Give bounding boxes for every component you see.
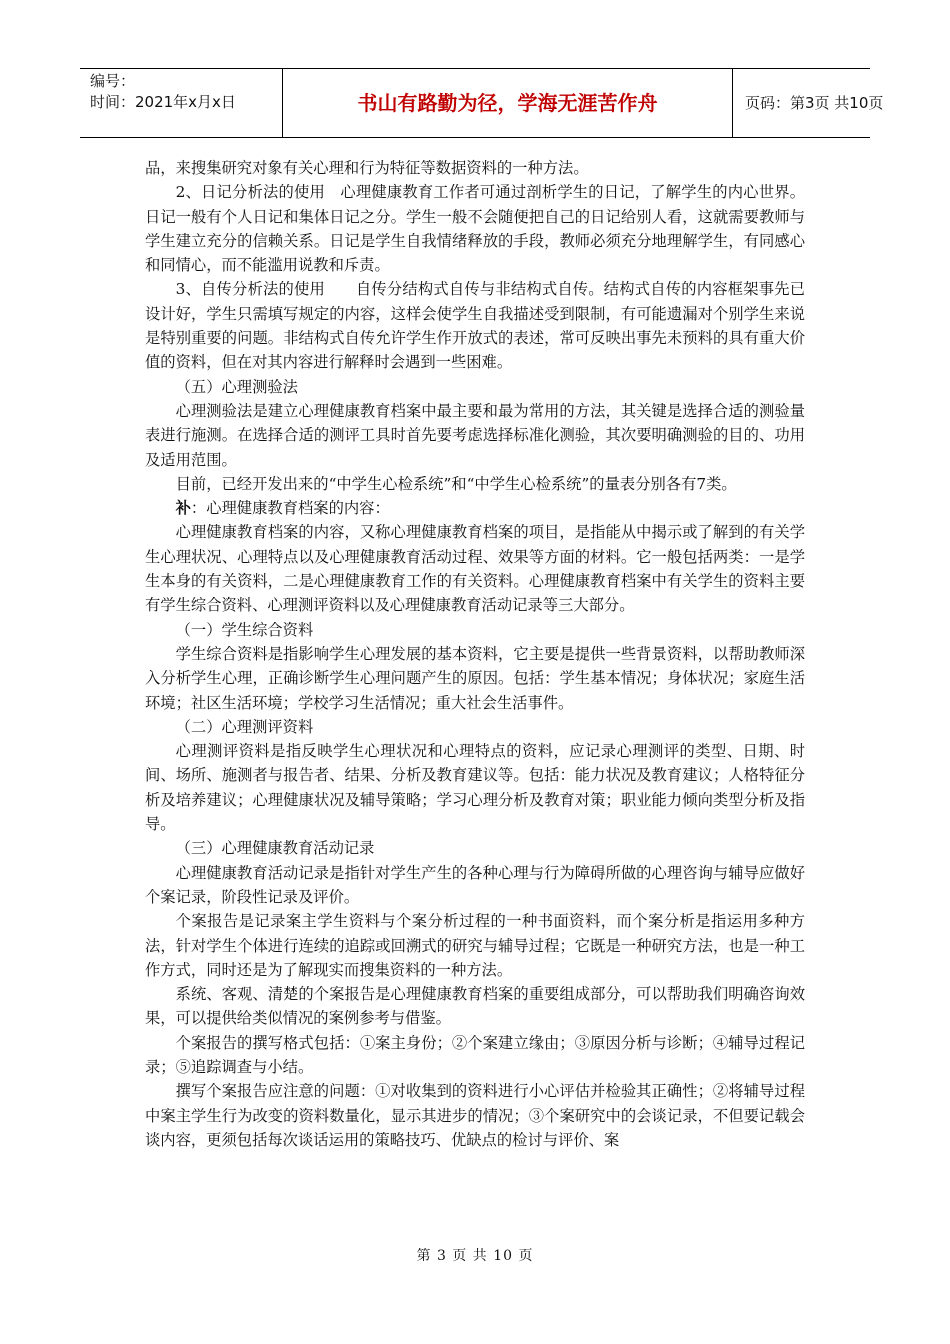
paragraph: 心理健康教育活动记录是指针对学生产生的各种心理与行为障碍所做的心理咨询与辅导应做好个案记录，阶段性记录及评价。	[145, 863, 805, 906]
paragraph: 系统、客观、清楚的个案报告是心理健康教育档案的重要组成部分，可以帮助我们明确咨询效果，可以提供给类似情况的案例参考与借鉴。	[145, 985, 805, 1028]
supplement-heading	[145, 496, 805, 520]
paragraph: 个案报告的撰写格式包括：①案主身份；②个案建立缘由；③原因分析与诊断；④辅导过程记录；⑤追踪调查与小结。	[145, 1033, 805, 1076]
section-heading: （五）心理测验法	[175, 377, 298, 396]
paragraph: 2、日记分析法的使用 心理健康教育工作者可通过剖析学生的日记，了解学生的内心世界。日记一般有个人日记和集体日记之分。学生一般不会随便把自己的日记给别人看，这就需要教师与学生建立充分的信赖关系。日记是学生自我情绪释放的手段，教师必须充分地理解学生，有同感心和同情心，而不能滥用说教和斥责。	[145, 183, 805, 275]
document-date-label: 时间：2021年x月x日	[90, 93, 236, 111]
paragraph: 个案报告是记录案主学生资料与个案分析过程的一种书面资料，而个案分析是指运用多种方法，针对学生个体进行连续的追踪或回溯式的研究与辅导过程；它既是一种研究方法，也是一种工作方式，同时还是为了解现实而搜集资料的一种方法。	[145, 912, 805, 979]
header-page-info: 页码：第3页 共10页	[745, 94, 884, 112]
section-heading: （一）学生综合资料	[175, 620, 314, 639]
document-number-label: 编号：	[90, 72, 136, 90]
supplement-label: 补	[175, 499, 191, 518]
header-motto: 书山有路勤为径，学海无涯苦作舟	[283, 69, 733, 137]
paragraph: 心理测评资料是指反映学生心理状况和心理特点的资料，应记录心理测评的类型、日期、时间、场所、施测者与报告者、结果、分析及教育建议等。包括：能力状况及教育建议；人格特征分析及培养建议；心理健康状况及辅导策略；学习心理分析及教育对策；职业能力倾向类型分析及指导。	[145, 742, 805, 834]
page-header	[80, 68, 884, 138]
section-heading: （三）心理健康教育活动记录	[175, 839, 375, 858]
paragraph: 撰写个案报告应注意的问题：①对收集到的资料进行小心评估并检验其正确性；②将辅导过程中案主学生行为改变的资料数量化，显示其进步的情况；③个案研究中的会谈记录，不但要记载会谈内容，更须包括每次谈话运用的策略技巧、优缺点的检讨与评价、案	[145, 1082, 805, 1149]
section-heading: （二）心理测评资料	[175, 717, 314, 736]
supplement-title: ：心理健康教育档案的内容：	[190, 499, 390, 518]
paragraph: 学生综合资料是指影响学生心理发展的基本资料，它主要是提供一些背景资料，以帮助教师深入分析学生心理，正确诊断学生心理问题产生的原因。包括：学生基本情况；身体状况；家庭生活环境；社区生活环境；学校学习生活情况；重大社会生活事件。	[145, 644, 805, 712]
paragraph: 目前，已经开发出来的“中学生心检系统”和“中学生心检系统”的量表分别各有7类。	[175, 474, 737, 493]
paragraph: 3、自传分析法的使用 自传分结构式自传与非结构式自传。结构式自传的内容框架事先已设计好，学生只需填写规定的内容，这样会使学生自我描述受到限制，有可能遗漏对个别学生来说是特别重要的问题。非结构式自传允许学生作开放式的表述，常可反映出事先未预料的具有重大价值的资料，但在对其内容进行解释时会遇到一些困难。	[145, 280, 805, 372]
header-meta	[80, 69, 283, 137]
paragraph: 心理健康教育档案的内容，又称心理健康教育档案的项目，是指能从中揭示或了解到的有关学生心理状况、心理特点以及心理健康教育活动过程、效果等方面的材料。它一般包括两类：一是学生本身的有关资料，二是心理健康教育工作的有关资料。心理健康教育档案中有关学生的资料主要有学生综合资料、心理测评资料以及心理健康教育活动记录等三大部分。	[145, 523, 805, 615]
page-footer: 第 3 页 共 10 页	[416, 1248, 534, 1264]
paragraph: 心理测验法是建立心理健康教育档案中最主要和最为常用的方法，其关键是选择合适的测验量表进行施测。在选择合适的测评工具时首先要考虑选择标准化测验，其次要明确测验的目的、功用及适用范围。	[145, 401, 805, 469]
document-body	[145, 156, 805, 1152]
paragraph: 品，来搜集研究对象有关心理和行为特征等数据资料的一种方法。	[145, 159, 589, 177]
